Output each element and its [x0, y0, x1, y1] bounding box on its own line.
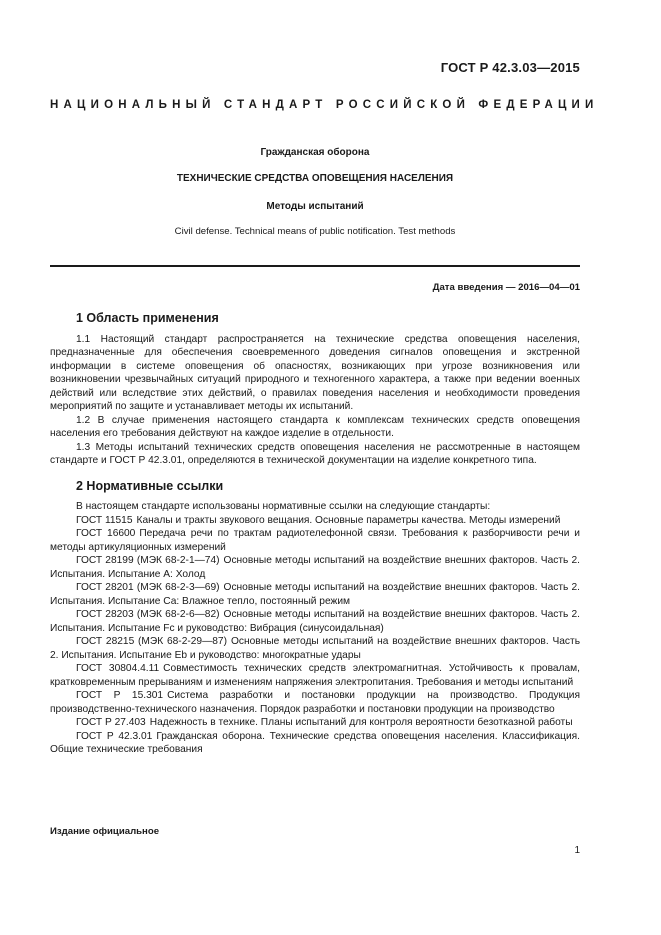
reference-code: ГОСТ Р 42.3.01 [76, 730, 153, 742]
reference-title: Основные методы испытаний на воздействие внешних факторов. Часть 2. Испытания. Испытание А: Холод [50, 555, 580, 580]
reference-code: ГОСТ 16600 [76, 528, 136, 539]
reference-title: Совместимость технических средств электромагнитная. Устойчивость к провалам, кратковременным прерываниям и изменениям напряжения электропитания. Требования и методы испытаний [50, 663, 581, 688]
title-english: Civil defense. Technical means of public notification. Test methods [174, 226, 456, 237]
reference-title: Основные методы испытаний на воздействие внешних факторов. Часть 2. Испытания. Испытание Fc и руководство: Вибрация (синусоидальная) [50, 609, 580, 634]
introduction-date: Дата введения — 2016—04—01 [432, 282, 580, 293]
paragraph-1-2: 1.2 В случае применения настоящего стандарта к комплексам технических средств оповещения населения его требования действуют на каждое изделие в отдельности. [50, 414, 580, 439]
reference-title: Основные методы испытаний на воздействие внешних факторов. Часть 2. Испытания. Испытание Са: Влажное тепло, постоянный режим [50, 582, 580, 607]
reference-item [50, 689, 580, 716]
reference-code: ГОСТ 28203 (МЭК 68-2-6—82) [76, 609, 220, 620]
reference-code: ГОСТ 28201 (МЭК 68-2-3—69) [76, 582, 220, 593]
reference-code: ГОСТ Р 15.301 [76, 690, 164, 701]
reference-code: ГОСТ 11515 [76, 514, 133, 526]
reference-title: Основные методы испытаний на воздействие внешних факторов. Часть 2. Испытания. Испытание Eb и руководство: многократные удары [50, 636, 580, 661]
standard-banner: НАЦИОНАЛЬНЫЙ СТАНДАРТ РОССИЙСКОЙ ФЕДЕРАЦИИ [50, 99, 599, 111]
title-divider [50, 265, 580, 267]
reference-item [50, 730, 580, 757]
document-code: ГОСТ Р 42.3.03—2015 [440, 60, 580, 75]
reference-item [50, 608, 580, 635]
reference-title: Гражданская оборона. Технические средства оповещения населения. Классификация. Общие технические требования [50, 730, 580, 755]
references-intro: В настоящем стандарте использованы нормативные ссылки на следующие стандарты: [76, 501, 491, 512]
section-1-heading: 1 Область применения [76, 311, 219, 325]
reference-item [50, 662, 580, 689]
reference-item [50, 581, 580, 608]
reference-item [50, 635, 580, 662]
reference-title: Надежность в технике. Планы испытаний для контроля вероятности безотказной работы [149, 717, 573, 728]
reference-item [50, 514, 580, 528]
page-number: 1 [574, 845, 580, 856]
reference-code: ГОСТ 28199 (МЭК 68-2-1—74) [76, 555, 220, 566]
reference-title: Передача речи по трактам радиотелефонной связи. Требования к разборчивости речи и методы артикуляционных измерений [50, 528, 580, 553]
reference-code: ГОСТ Р 27.403 [76, 717, 146, 728]
title-main: ТЕХНИЧЕСКИЕ СРЕДСТВА ОПОВЕЩЕНИЯ НАСЕЛЕНИЯ [176, 173, 454, 184]
reference-code: ГОСТ 30804.4.11 [76, 663, 160, 674]
reference-item [50, 554, 580, 581]
section-2-heading: 2 Нормативные ссылки [76, 478, 224, 493]
reference-item [50, 527, 580, 554]
official-edition-label: Издание официальное [50, 826, 160, 837]
reference-item [50, 716, 580, 730]
reference-code: ГОСТ 28215 (МЭК 68-2-29—87) [76, 636, 227, 647]
title-category: Гражданская оборона [260, 147, 370, 158]
paragraph-1-3: 1.3 Методы испытаний технических средств оповещения населения не рассмотренные в настоящем стандарте и ГОСТ Р 42.3.01, определяются в технической документации на изделие конкретного типа. [50, 441, 580, 466]
reference-title: Каналы и тракты звукового вещания. Основные параметры качества. Методы измерений [136, 514, 561, 526]
title-methods: Методы испытаний [266, 201, 364, 212]
paragraph-1-1: 1.1 Настоящий стандарт распространяется на технические средства оповещения населения, предназначенные для обеспечения своевременного доведения сигналов оповещения и экстренной информации в системе оповещения об опасностях, возникающих при угрозе возникновения или возникновении чрезвычайных ситуаций природного и техногенного характера, а также при ведении военных действий или вследствие этих действий, о правилах поведения населения и необходимости проведения мероприятий по защите и устанавливает методы их испытаний. [50, 333, 580, 412]
document-body [50, 300, 580, 757]
reference-title: Система разработки и постановки продукции на производство. Продукция производственно-технического назначения. Порядок разработки и постановки продукции на производство [50, 690, 580, 715]
